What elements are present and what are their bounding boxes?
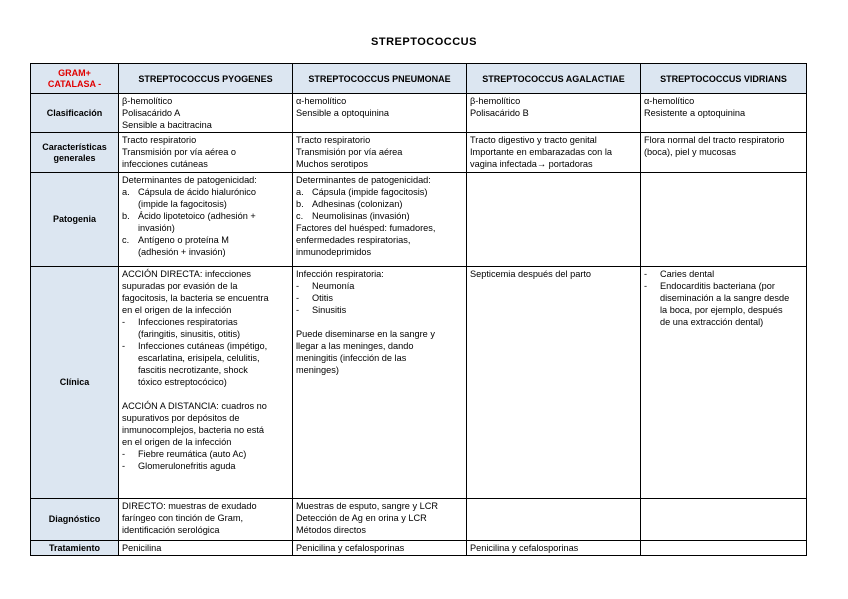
- cell-line: [644, 268, 803, 280]
- blank-line: [122, 388, 289, 400]
- cell-patogenia-vidrians: [641, 173, 807, 267]
- cell-line: Detección de Ag en orina y LCR: [296, 513, 427, 523]
- cell-line: (faringitis, sinusitis, otitis): [138, 329, 241, 339]
- cell-line: Septicemia después del parto: [470, 269, 592, 279]
- list-text: Sinusitis: [312, 305, 347, 315]
- cell-caracteristicas-vidrians: [641, 133, 807, 173]
- cell-line: faríngeo con tinción de Gram,: [122, 513, 244, 523]
- list-text: Fiebre reumática (auto Ac): [138, 449, 247, 459]
- blank-line: [296, 316, 463, 328]
- dash-marker: -: [122, 317, 126, 327]
- cell-line: Infección respiratoria:: [296, 269, 384, 279]
- cell-line: meninges): [296, 365, 339, 375]
- row-caracteristicas: [31, 133, 807, 173]
- list-marker: b.: [296, 199, 304, 209]
- cell-line: en el origen de la infección: [122, 437, 232, 447]
- cell-line: DIRECTO: muestras de exudado: [122, 501, 257, 511]
- cell-line: [644, 280, 803, 292]
- list-text: Adhesinas (colonizan): [312, 199, 403, 209]
- cell-diagnostico-vidrians: [641, 499, 807, 541]
- cell-caracteristicas-agalactiae: [467, 133, 641, 173]
- corner-line: CATALASA -: [47, 78, 102, 89]
- row-label-line: generales: [53, 152, 96, 163]
- cell-line: α-hemolítico: [296, 96, 347, 106]
- cell-line: inmunocomplejos, bacteria no está: [122, 425, 264, 435]
- cell-tratamiento-agalactiae: Penicilina y cefalosporinas: [467, 541, 641, 556]
- cell-line: [122, 340, 289, 352]
- row-label-line: Características: [42, 141, 107, 152]
- cell-caracteristicas-pneumonae: [293, 133, 467, 173]
- cell-line: β-hemolítico: [122, 96, 173, 106]
- cell-line: la boca, por ejemplo, después: [660, 305, 783, 315]
- cell-line: llegar a las meninges, dando: [296, 341, 414, 351]
- cell-line: [296, 280, 463, 292]
- cell-line: identificación serológica: [122, 525, 220, 535]
- cell-clinica-pneumonae: [293, 267, 467, 499]
- cell-line: fascitis necrotizante, shock: [138, 365, 248, 375]
- list-item: [122, 448, 289, 460]
- list-text: Infecciones cutáneas (impétigo,: [138, 341, 268, 351]
- cell-line: ACCIÓN A DISTANCIA: cuadros no: [122, 401, 267, 411]
- list-item: [122, 234, 289, 258]
- row-label: Clasificación: [31, 94, 119, 133]
- cell-line: diseminación a la sangre desde: [660, 293, 790, 303]
- cell-tratamiento-pneumonae: Penicilina y cefalosporinas: [293, 541, 467, 556]
- cell-line: Métodos directos: [296, 525, 366, 535]
- cell-line: Sensible a bacitracina: [122, 120, 212, 130]
- corner-line: GRAM+: [58, 67, 91, 78]
- cell-clinica-agalactiae: [467, 267, 641, 499]
- cell-line: (impide la fagocitosis): [138, 199, 227, 209]
- corner-header: [31, 64, 119, 94]
- row-label: Tratamiento: [31, 541, 119, 556]
- cell-line: Sensible a optoquinina: [296, 108, 389, 118]
- dash-marker: -: [122, 449, 126, 459]
- list-marker: b.: [122, 211, 130, 221]
- cell-line: Transmisión por vía aérea o: [122, 147, 237, 157]
- list-text: Cápsula (impide fagocitosis): [312, 187, 428, 197]
- list-item: [296, 292, 463, 304]
- dash-marker: -: [296, 305, 300, 315]
- cell-patogenia-pneumonae: [293, 173, 467, 267]
- cell-line: [122, 460, 289, 472]
- row-clinica: [31, 267, 807, 499]
- cell-line: Muchos serotipos: [296, 159, 369, 169]
- cell-line: fagocitosis, la bacteria se encuentra: [122, 293, 269, 303]
- list-item: [296, 304, 463, 316]
- cell-line: [296, 198, 463, 210]
- cell-line: de una extracción dental): [660, 317, 764, 327]
- cell-line: Polisacárido B: [470, 108, 529, 118]
- cell-clasificacion-vidrians: [641, 94, 807, 133]
- row-label: Diagnóstico: [31, 499, 119, 541]
- cell-clinica-vidrians: [641, 267, 807, 499]
- row-tratamiento: [31, 541, 807, 556]
- cell-line: Tracto digestivo y tracto genital: [470, 135, 597, 145]
- header-pneumonae: STREPTOCOCCUS PNEUMONAE: [293, 64, 467, 94]
- list-item: [296, 198, 463, 210]
- cell-tratamiento-pyogenes: Penicilina: [119, 541, 293, 556]
- list-item: [644, 280, 803, 328]
- row-label: [31, 133, 119, 173]
- cell-line: escarlatina, erisipela, celulitis,: [138, 353, 260, 363]
- cell-line: [122, 210, 289, 222]
- cell-line: [122, 234, 289, 246]
- list-item: [122, 316, 289, 340]
- cell-line: invasión): [138, 223, 175, 233]
- cell-line: ACCIÓN DIRECTA: infecciones: [122, 269, 251, 279]
- list-text: Neumonía: [312, 281, 355, 291]
- cell-line: Puede diseminarse en la sangre y: [296, 329, 435, 339]
- list-text: Infecciones respiratorias: [138, 317, 238, 327]
- cell-line: [122, 448, 289, 460]
- list-item: [122, 460, 289, 472]
- row-label: Patogenia: [31, 173, 119, 267]
- cell-line: en el origen de la infección: [122, 305, 232, 315]
- row-patogenia: [31, 173, 807, 267]
- cell-line: Transmisión por vía aérea: [296, 147, 403, 157]
- cell-line: supurativos por depósitos de: [122, 413, 240, 423]
- list-text: Endocarditis bacteriana (por: [660, 281, 775, 291]
- cell-line: meningitis (infección de las: [296, 353, 407, 363]
- cell-clinica-pyogenes: [119, 267, 293, 499]
- dash-marker: -: [296, 281, 300, 291]
- list-text: Antígeno o proteína M: [138, 235, 229, 245]
- list-marker: c.: [296, 211, 304, 221]
- cell-diagnostico-pneumonae: [293, 499, 467, 541]
- cell-line: Importante en embarazadas con la: [470, 147, 612, 157]
- cell-clasificacion-pyogenes: [119, 94, 293, 133]
- cell-patogenia-pyogenes: [119, 173, 293, 267]
- cell-line: tóxico estreptocócico): [138, 377, 227, 387]
- cell-line: Factores del huésped: fumadores,: [296, 223, 436, 233]
- list-text: Neumolisinas (invasión): [312, 211, 410, 221]
- dash-marker: -: [644, 269, 648, 279]
- list-item: [296, 186, 463, 198]
- cell-tratamiento-vidrians: [641, 541, 807, 556]
- cell-patogenia-agalactiae: [467, 173, 641, 267]
- header-row: [31, 64, 807, 94]
- cell-line: [296, 304, 463, 316]
- dash-marker: -: [122, 341, 126, 351]
- cell-line: enfermedades respiratorias,: [296, 235, 411, 245]
- cell-line: inmunodeprimidos: [296, 247, 372, 257]
- header-vidrians: STREPTOCOCCUS VIDRIANS: [641, 64, 807, 94]
- cell-line: infecciones cutáneas: [122, 159, 208, 169]
- cell-line: Flora normal del tracto respiratorio: [644, 135, 785, 145]
- cell-line: Tracto respiratorio: [122, 135, 197, 145]
- dash-marker: -: [122, 461, 126, 471]
- list-text: Otitis: [312, 293, 333, 303]
- list-item: [644, 268, 803, 280]
- cell-diagnostico-agalactiae: [467, 499, 641, 541]
- list-item: [122, 340, 289, 388]
- list-text: Ácido lipotetoico (adhesión +: [138, 211, 256, 221]
- cell-clasificacion-pneumonae: [293, 94, 467, 133]
- cell-line: [296, 210, 463, 222]
- cell-line: Determinantes de patogenicidad:: [122, 175, 257, 185]
- cell-caracteristicas-pyogenes: [119, 133, 293, 173]
- cell-line: (adhesión + invasión): [138, 247, 226, 257]
- row-label: Clínica: [31, 267, 119, 499]
- streptococcus-table: [30, 63, 807, 556]
- list-marker: a.: [296, 187, 304, 197]
- cell-line: α-hemolítico: [644, 96, 695, 106]
- cell-line: Resistente a optoquinina: [644, 108, 746, 118]
- list-marker: a.: [122, 187, 130, 197]
- cell-line: (boca), piel y mucosas: [644, 147, 736, 157]
- list-item: [122, 210, 289, 234]
- list-marker: c.: [122, 235, 130, 245]
- list-text: Cápsula de ácido hialurónico: [138, 187, 256, 197]
- cell-line: [296, 186, 463, 198]
- cell-line: Tracto respiratorio: [296, 135, 371, 145]
- header-agalactiae: STREPTOCOCCUS AGALACTIAE: [467, 64, 641, 94]
- header-pyogenes: STREPTOCOCCUS PYOGENES: [119, 64, 293, 94]
- cell-line: supuradas por evasión de la: [122, 281, 238, 291]
- page-title: STREPTOCOCCUS: [371, 36, 477, 48]
- list-text: Caries dental: [660, 269, 715, 279]
- dash-marker: -: [644, 281, 648, 291]
- row-clasificacion: [31, 94, 807, 133]
- cell-line: β-hemolítico: [470, 96, 521, 106]
- row-diagnostico: [31, 499, 807, 541]
- cell-line: Muestras de esputo, sangre y LCR: [296, 501, 438, 511]
- dash-marker: -: [296, 293, 300, 303]
- cell-line: Polisacárido A: [122, 108, 181, 118]
- list-item: [122, 186, 289, 210]
- cell-clasificacion-agalactiae: [467, 94, 641, 133]
- cell-line: Determinantes de patogenicidad:: [296, 175, 431, 185]
- list-item: [296, 280, 463, 292]
- list-text: Glomerulonefritis aguda: [138, 461, 236, 471]
- cell-line: vagina infectada→ portadoras: [470, 159, 593, 169]
- cell-line: [122, 186, 289, 198]
- cell-diagnostico-pyogenes: [119, 499, 293, 541]
- cell-line: [296, 292, 463, 304]
- list-item: [296, 210, 463, 222]
- cell-line: [122, 316, 289, 328]
